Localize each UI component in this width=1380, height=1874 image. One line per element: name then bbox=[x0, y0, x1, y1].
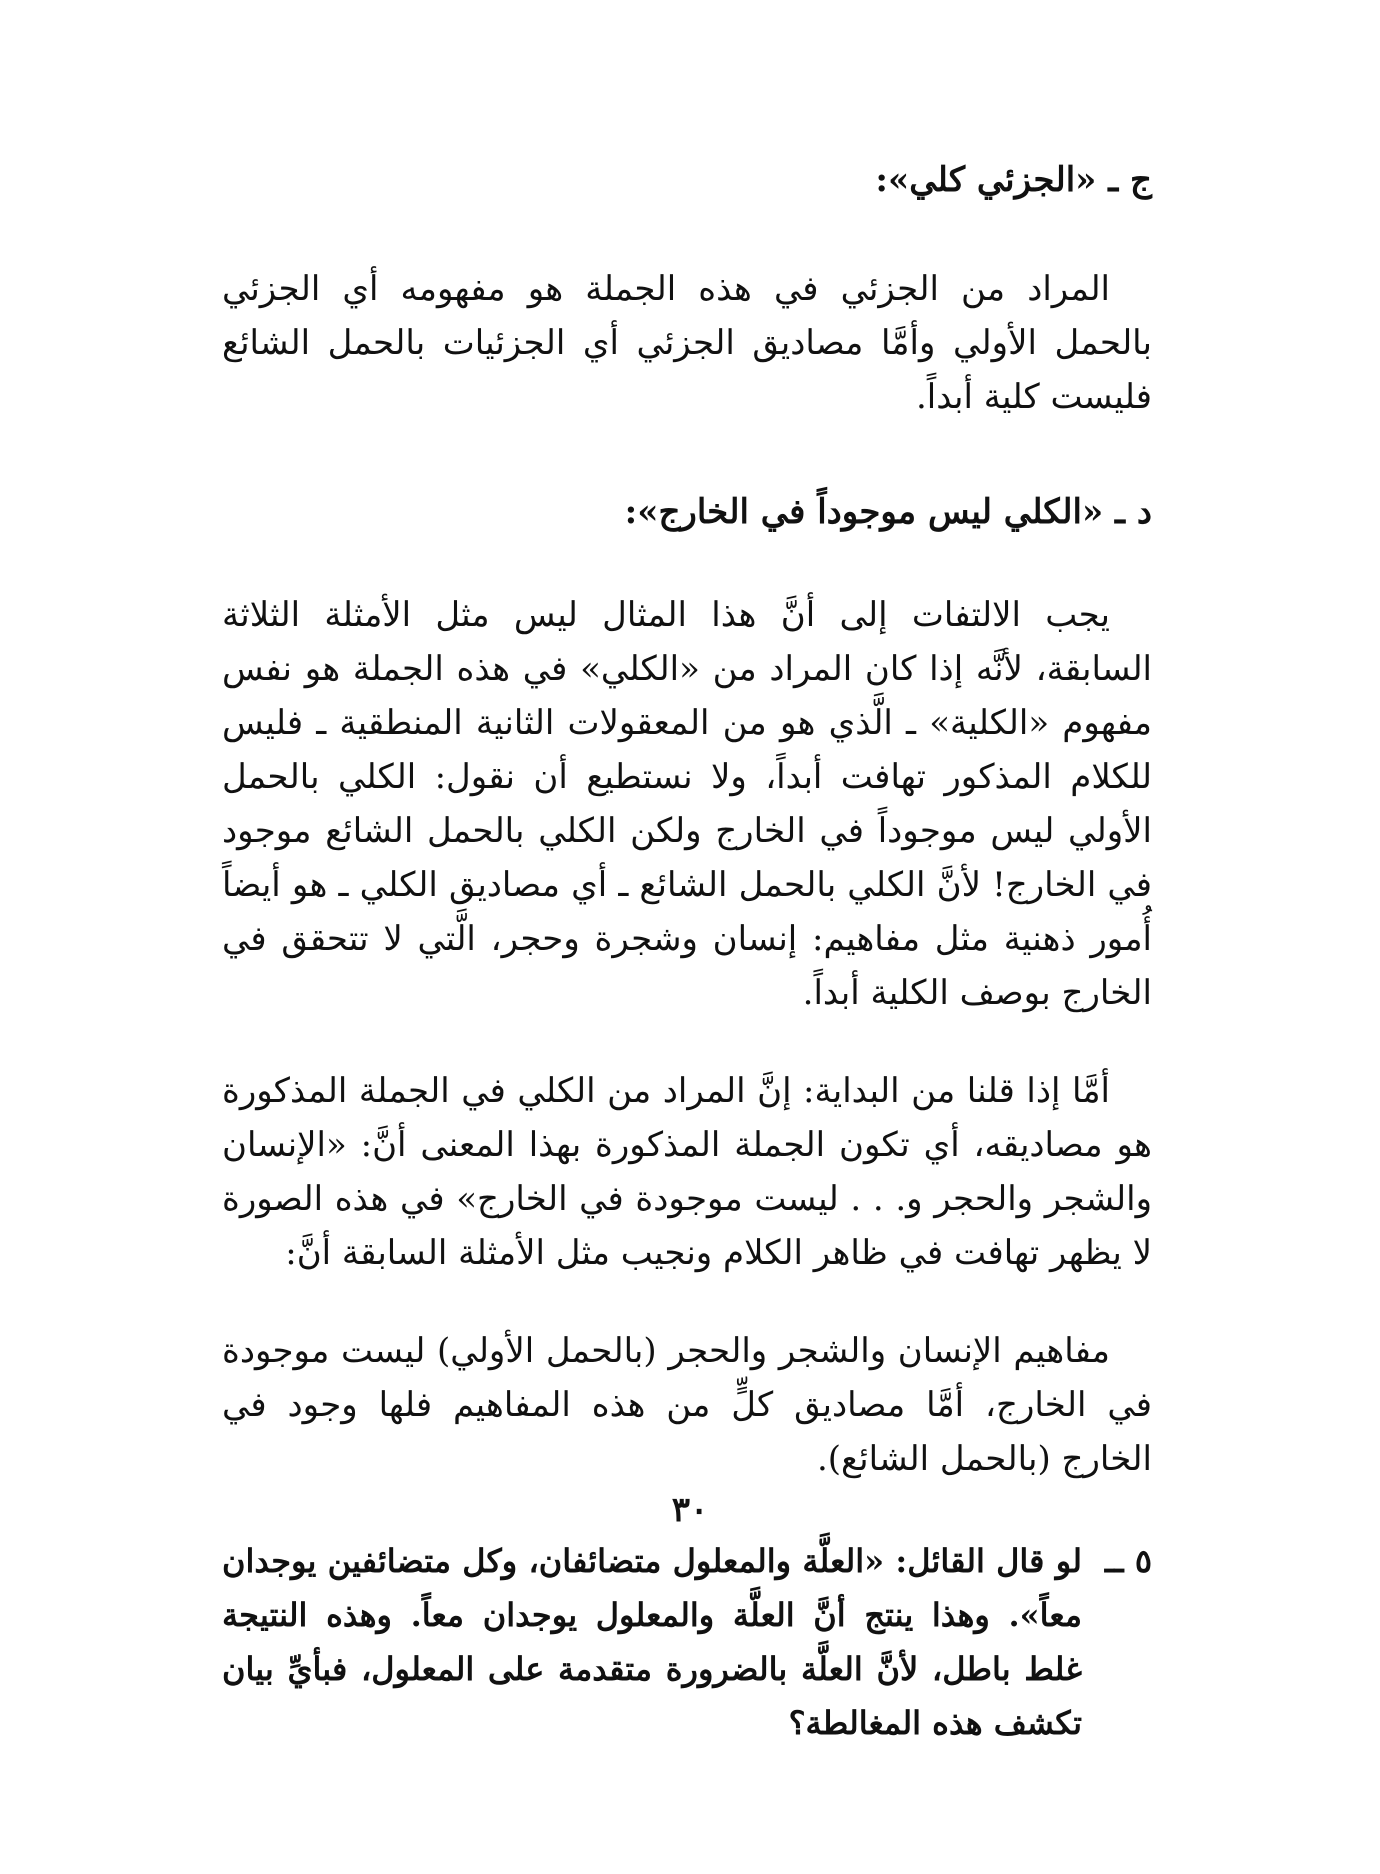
section-d-heading: د ـ «الكلي ليس موجوداً في الخارج»: bbox=[624, 492, 1152, 532]
section-c-heading: ج ـ «الجزئي كلي»: bbox=[875, 160, 1152, 200]
exercise-text: لو قال القائل: «العلَّة والمعلول متضائفان، وكل متضائفين يوجدان معاً». وهذا ينتج أنَّ العلَّة والمعلول يوجدان معاً. وهذه النتيجة غلط باطل، لأنَّ العلَّة بالضرورة متقدمة على المعلول، فبأيِّ بيان تكشف هذه المغالطة؟ bbox=[222, 1542, 1083, 1742]
exercise-number: ٥ ــ bbox=[1104, 1542, 1152, 1580]
section-c-paragraph: المراد من الجزئي في هذه الجملة هو مفهومه أي الجزئي بالحمل الأولي وأمَّا مصاديق الجزئي أي الجزئيات بالحمل الشائع فليست كلية أبداً. bbox=[222, 269, 1152, 417]
exercise-item bbox=[222, 1534, 1152, 1750]
page-number: ٣٠ bbox=[671, 1490, 709, 1530]
section-d-paragraph-2: أمَّا إذا قلنا من البداية: إنَّ المراد من الكلي في الجملة المذكورة هو مصاديقه، أي تكون الجملة المذكورة بهذا المعنى أنَّ: «الإنسان والشجر والحجر و. . . ليست موجودة في الخارج» في هذه الصورة لا يظهر تهافت في ظاهر الكلام ونجيب مثل الأمثلة السابقة أنَّ: bbox=[222, 1071, 1152, 1273]
section-d-paragraph-1: يجب الالتفات إلى أنَّ هذا المثال ليس مثل الأمثلة الثلاثة السابقة، لأنَّه إذا كان المراد من «الكلي» في هذه الجملة هو نفس مفهوم «الكلية» ـ الَّذي هو من المعقولات الثانية المنطقية ـ فليس للكلام المذكور تهافت أبداً، ولا نستطيع أن نقول: الكلي بالحمل الأولي ليس موجوداً في الخارج ولكن الكلي بالحمل الشائع موجود في الخارج! لأنَّ الكلي بالحمل الشائع ـ أي مصاديق الكلي ـ هو أيضاً أُمور ذهنية مثل مفاهيم: إنسان وشجرة وحجر، الَّتي لا تتحقق في الخارج بوصف الكلية أبداً. bbox=[222, 595, 1152, 1013]
section-d-paragraph-3: مفاهيم الإنسان والشجر والحجر (بالحمل الأولي) ليست موجودة في الخارج، أمَّا مصاديق كلٍّ من هذه المفاهيم فلها وجود في الخارج (بالحمل الشائع). bbox=[222, 1331, 1152, 1479]
